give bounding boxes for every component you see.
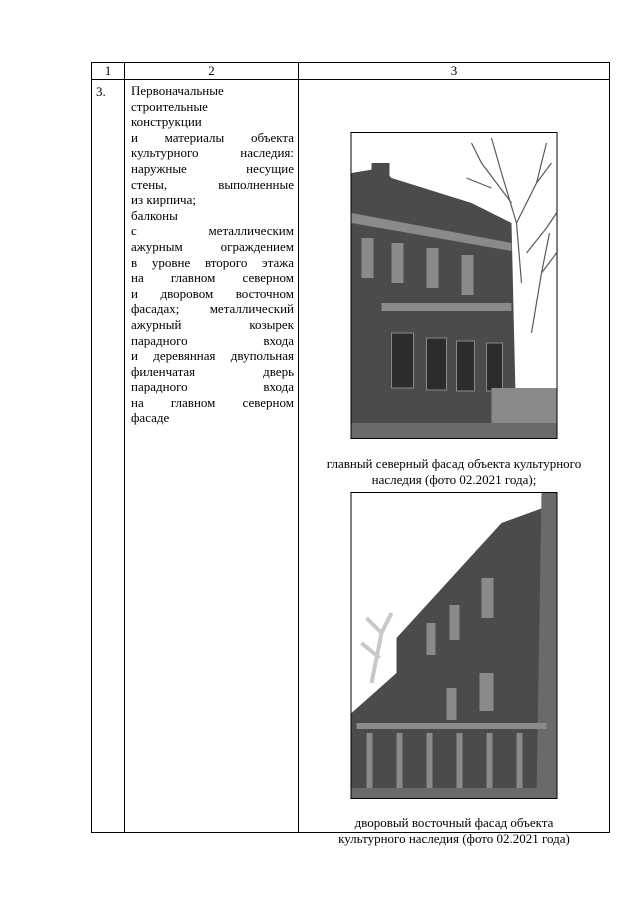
photo-1-drawing	[352, 133, 557, 438]
desc-line: и деревянная двупольная	[131, 348, 294, 364]
desc-line: из кирпича;	[131, 192, 196, 208]
caption-line: главный северный фасад объекта культурного	[326, 456, 582, 471]
caption-line: культурного наследия (фото 02.2021 года)	[338, 831, 570, 846]
row-number: 3.	[92, 80, 125, 833]
caption-line: дворовый восточный фасад объекта	[354, 815, 554, 830]
desc-line: филенчатая дверь	[131, 363, 294, 379]
desc-line: фасаде	[131, 410, 170, 426]
photo-2-caption	[299, 815, 609, 847]
desc-line: стены, выполненные	[131, 176, 294, 192]
heritage-table	[91, 62, 610, 846]
desc-line: и материалы объекта	[131, 129, 294, 145]
header-col-2: 2	[125, 63, 299, 80]
header-col-3: 3	[299, 63, 610, 80]
caption-line: наследия (фото 02.2021 года);	[371, 472, 537, 487]
desc-line: парадного входа	[131, 379, 294, 395]
building-north-facade-photo	[351, 132, 558, 439]
desc-line: конструкции	[131, 114, 202, 130]
desc-line: на главном северном	[131, 394, 294, 410]
desc-line: фасадах; металлический	[131, 301, 294, 317]
photo-1-caption	[299, 456, 609, 488]
building-east-facade-photo	[351, 492, 558, 799]
desc-line: Первоначальные	[131, 83, 224, 98]
description-cell	[125, 80, 299, 833]
header-col-1: 1	[92, 63, 125, 80]
desc-line: на главном северном	[131, 270, 294, 286]
desc-line: ажурный козырек	[131, 316, 294, 332]
desc-line: парадного входа	[131, 332, 294, 348]
desc-line: наружные несущие	[131, 160, 294, 176]
header-row	[92, 63, 610, 80]
photo-2-drawing	[352, 493, 557, 798]
desc-line: и дворовом восточном	[131, 285, 294, 301]
desc-line: с металлическим	[131, 223, 294, 239]
desc-line: строительные	[131, 98, 208, 114]
photos-cell	[299, 80, 610, 846]
desc-line: балконы	[131, 207, 178, 223]
table-row	[92, 80, 610, 833]
desc-line: в уровне второго этажа	[131, 254, 294, 270]
desc-line: культурного наследия:	[131, 145, 294, 161]
desc-line: ажурным ограждением	[131, 238, 294, 254]
